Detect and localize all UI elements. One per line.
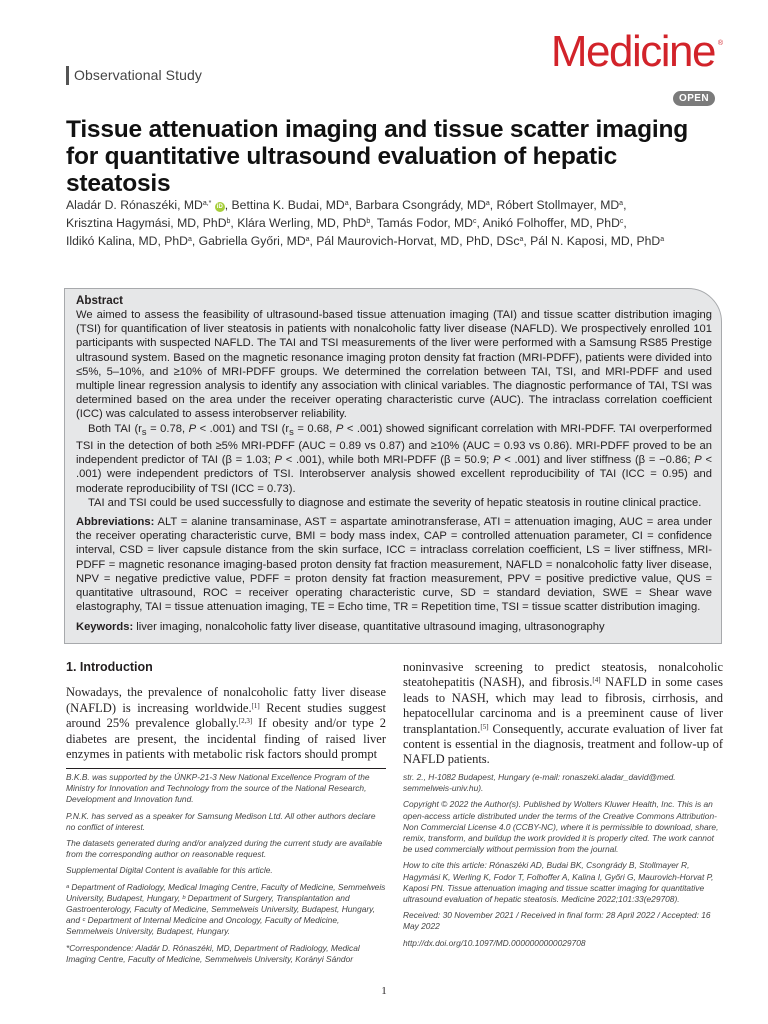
- section-tag-bar: [66, 66, 69, 85]
- intro-left-column: [66, 660, 386, 762]
- article-type-text: Observational Study: [74, 67, 202, 83]
- intro-paragraph-left: Nowadays, the prevalence of nonalcoholic fatty liver disease (NAFLD) is increasing worldwide.[1] Recent studies suggest around 25% prevalence globally.[2,3] If obesity and/or type 2 diabetes are present, the incidental finding of raised liver enzymes in patients with metabolic risk factors should prompt: [66, 685, 387, 762]
- footnote-dates: Received: 30 November 2021 / Received in final form: 28 April 2022 / Accepted: 16 May 2022: [403, 910, 711, 932]
- footnote-affiliations: ᵃ Department of Radiology, Medical Imaging Centre, Faculty of Medicine, Semmelweis University, Budapest, Hungary, ᵇ Department of Surgery, Transplantation and Gastroenterology, Faculty of Medicine, Semmelweis University, Budapest, Hungary, and ᶜ Department of Internal Medicine and Oncology, Faculty of Medicine, Semmelweis University, Budapest, Hungary.: [66, 881, 386, 937]
- footnote-divider: [66, 768, 386, 769]
- journal-name: Medicine: [550, 27, 715, 76]
- footnote-correspondence: *Correspondence: Aladár D. Rónaszéki, MD, Department of Radiology, Medical Imaging Centre, Faculty of Medicine, Semmelweis University, Korányi Sándor: [66, 942, 360, 964]
- abstract-heading: Abstract: [76, 294, 124, 307]
- intro-heading: 1. Introduction: [66, 660, 153, 674]
- abstract-paragraph-1: We aimed to assess the feasibility of ultrasound-based tissue attenuation imaging (TAI) and tissue scatter distribution imaging (TSI) for quantification of liver steatosis in patients with nonalcoholic fatty liver disease (NAFLD). We prospectively enrolled 101 participants with suspected NAFLD. The TAI and TSI measurements of the liver were performed with a Samsung RS85 Prestige ultrasound system. Based on the magnetic resonance imaging proton density fat fraction (MRI-PDFF), patients were divided into ≤5%, 5–10%, and ≥10% of MRI-PDFF groups. We determined the correlation between TAI, TSI, and MRI-PDFF and used multiple linear regression analysis to identify any association with clinical variables. The diagnostic performance of TAI, TSI was determined based on the area under the receiver operating characteristic curve (AUC). The intraclass correlation coefficient (ICC) was calculated to assess interobserver reliability.: [76, 309, 712, 421]
- intro-right-column: [403, 660, 723, 768]
- author-line-2: Krisztina Hagymási, MD, PhD$^b$, Klára Werling, MD, PhD$^b$, Tamás Fodor, $MD^c$, Anikó Folhoffer, MD, PhD$^c$,: [66, 216, 627, 230]
- footnote-address: str. 2., H-1082 Budapest, Hungary (e-mail: ronaszeki.aladar_david@med. semmelweis-univ.hu).: [403, 772, 676, 794]
- orcid-icon[interactable]: iD: [216, 204, 223, 210]
- footnote-supplemental: Supplemental Digital Content is available for this article.: [66, 865, 273, 876]
- doi-link[interactable]: http://dx.doi.org/10.1097/MD.0000000000029708: [403, 937, 586, 948]
- article-title: Tissue attenuation imaging and tissue scatter imaging for quantitative ultrasound evaluation of hepatic steatosis: [66, 116, 688, 197]
- author-line-1: Aladár D. Rónaszéki, $MD^{a,*}$ iD , Bettina K. Budai, $MD^a$, Barbara Csongrády, $MD^a$, Róbert Stollmayer, $MD^a$,: [66, 198, 627, 212]
- open-access-badge: OPEN: [673, 91, 715, 106]
- footnote-funding: B.K.B. was supported by the ÚNKP-21-3 New National Excellence Program of the Ministry for Innovation and Technology from the source of the National Research, Development and Innovation fund.: [66, 772, 370, 805]
- keywords: Keywords: liver imaging, nonalcoholic fatty liver disease, quantitative ultrasound imaging, ultrasonography: [76, 620, 605, 633]
- citation-link[interactable]: [2,3]: [238, 717, 253, 726]
- abbreviations: Abbreviations: ALT = alanine transaminase, AST = aspartate aminotransferase, ATI = attenuation imaging, AUC = area under the receiver operating characteristic curve, BMI = body mass index, CAP = controlled attenuation parameter, CI = confidence interval, CSD = liver capsule distance from the skin surface, ICC = intraclass correlation coefficient, LS = liver stiffness, MRI-PDFF = magnetic resonance imaging-based proton density fat fraction measurement, NAFLD = nonalcoholic fatty liver disease, NPV = negative predictive value, PDFF = proton density fat fraction measurement, PPV = positive predictive value, QUS = quantitative ultrasound, ROC = receiver operating characteristic curve, SD = standard deviation, SWE = Shear wave elastography, TAI = tissue attenuation imaging, TE = Echo time, TR = Repetition time, TSI = tissue scatter distribution imaging.: [76, 516, 712, 614]
- footnotes-right: [403, 772, 723, 954]
- abstract-paragraph-2: Both TAI ($r_s = 0.78$, P < .001) and TSI ($r_s = 0.68$, P < .001) showed significant correlation with MRI-PDFF. TAI overperformed TSI in the detection of both ≥5% MRI-PDFF (AUC = 0.89 vs 0.87) and ≥10% (AUC = 0.93 vs 0.86). MRI-PDFF proved to be an independent predictor of TAI (β = 1.03; P < .001), while both MRI-PDFF (β = 50.9; P < .001) and liver stiffness (β = −0.86; P < .001) were independent predictors of TSI. Interobserver analysis showed excellent reproducibility of TAI (ICC = 0.95) and moderate reproducibility of TSI (ICC = 0.73).: [76, 422, 712, 495]
- citation-link[interactable]: [4]: [592, 676, 601, 685]
- article-type-label: [66, 64, 366, 86]
- intro-paragraph-right: noninvasive screening to predict steatosis, nonalcoholic steatohepatitis (NASH), and fibrosis.[4] NAFLD in some cases leads to NASH, which may lead to fibrosis, cirrhosis, and hepatocellular carcinoma and is a preeminent cause of liver transplantation.[5] Consequently, accurate evaluation of liver fat content is essential in the diagnosis, treatment and follow-up of NAFLD patients.: [403, 660, 723, 767]
- registered-mark: ®: [717, 40, 723, 47]
- footnote-data-availability: The datasets generated during and/or analyzed during the current study are available from the corresponding author on reasonable request.: [66, 838, 383, 860]
- journal-logo: [520, 27, 725, 110]
- citation-link[interactable]: [1]: [251, 701, 260, 710]
- page-number: 1: [381, 985, 387, 997]
- abstract-box: [64, 288, 722, 644]
- footnote-copyright: Copyright © 2022 the Author(s). Published by Wolters Kluwer Health, Inc. This is an open-access article distributed under the terms of the Creative Commons Attribution-Non Commercial License 4.0 (CCBY-NC), where it is permissible to download, share, remix, transform, and buildup the work provided it is properly cited. The work cannot be used commercially without permission from the journal.: [403, 799, 719, 855]
- author-line-3: Ildikó Kalina, MD, PhD$^a$, Gabriella Győri, $MD^a$, Pál Maurovich-Horvat, MD, PhD, DSc$^a$, Pál N. Kaposi, MD, PhD$^a$: [66, 234, 665, 248]
- footnote-citation: How to cite this article: Rónaszéki AD, Budai BK, Csongrády B, Stollmayer R, Hagymási K, Werling K, Fodor T, Folhoffer A, Kalina I, Győri G, Maurovich-Horvat P, Kaposi PN. Tissue attenuation imaging and tissue scatter imaging for quantitative ultrasound evaluation of hepatic steatosis. Medicine 2022;101:33(e29708).: [403, 860, 714, 905]
- footnote-conflict: P.N.K. has served as a speaker for Samsung Medison Ltd. All other authors declare no conflict of interest.: [66, 810, 376, 832]
- citation-link[interactable]: [5]: [480, 722, 489, 731]
- keywords-label: Keywords:: [76, 620, 134, 633]
- author-list: [66, 196, 736, 250]
- abstract-paragraph-3: TAI and TSI could be used successfully to diagnose and estimate the severity of hepatic steatosis in routine clinical practice.: [88, 496, 702, 509]
- footnotes-left: [66, 772, 386, 970]
- abbreviations-label: Abbreviations:: [76, 516, 155, 529]
